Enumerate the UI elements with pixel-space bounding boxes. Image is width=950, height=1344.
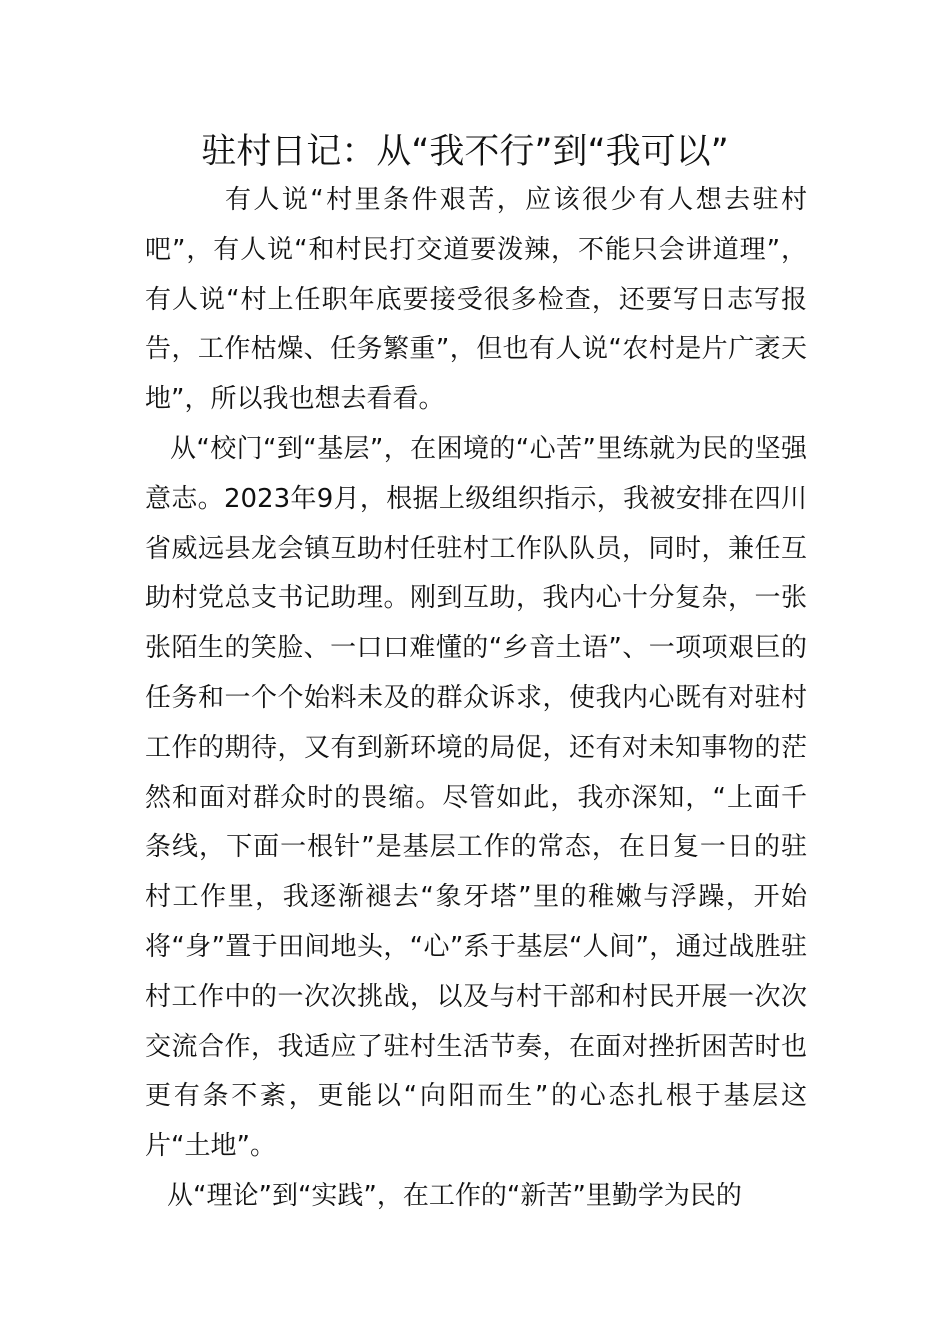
document-title: 驻村日记：从“我不行”到“我可以”: [201, 132, 729, 172]
paragraph-2: 从“校门“到“基层”，在困境的“心苦”里练就为民的坚强意志。2023年9月，根据上级组织指示，我被安排在四川省威远县龙会镇互助村任驻村工作队队员，同时，兼任互助村党总支书记助理。刚到互助，我内心十分复杂，一张张陌生的笑脸、一口口难懂的“乡音土语”、一项项艰巨的任务和一个个始料未及的群众诉求，使我内心既有对驻村工作的期待，又有到新环境的局促，还有对未知事物的茫然和面对群众时的畏缩。尽管如此，我亦深知，“上面千条线，下面一根针”是基层工作的常态，在日复一日的驻村工作里，我逐渐褪去“象牙塔”里的稚嫩与浮躁，开始将“身”置于田间地头，“心”系于基层“人间”，通过战胜驻村工作中的一次次挑战，以及与村干部和村民开展一次次交流合作，我适应了驻村生活节奏，在面对挫折困苦时也更有条不紊，更能以“向阳而生”的心态扎根于基层这片“土地”。: [145, 434, 807, 1162]
paragraph-1: 有人说“村里条件艰苦，应该很少有人想去驻村吧”，有人说“和村民打交道要泼辣，不能只会讲道理”，有人说“村上任职年底要接受很多检查，还要写日志写报告，工作枯燥、任务繁重”，但也有人说“农村是片广袤天地”，所以我也想去看看。: [145, 185, 807, 415]
paragraph-3: 从“理论”到“实践”，在工作的“新苦”里勤学为民的: [167, 1181, 742, 1211]
